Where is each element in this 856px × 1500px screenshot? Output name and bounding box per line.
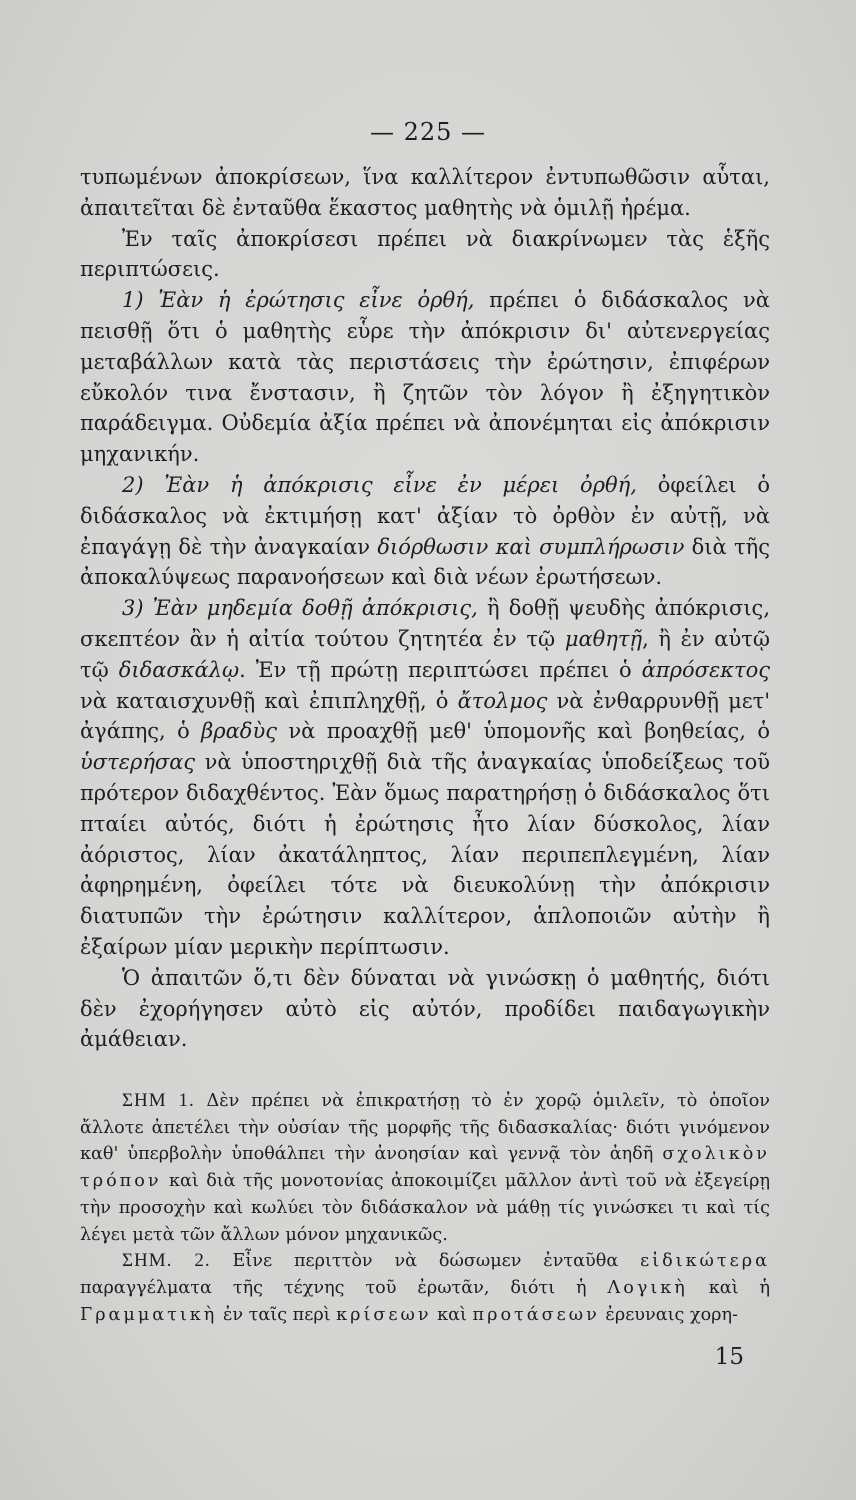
- case-3-text-a: ἢ δοθῇ ψευδὴς ἀπόκρισις, σκεπτέον ἂν ἡ αἰτία τούτου ζητητέα ἐν τῷ: [80, 596, 770, 651]
- case-3-em-5: βραδὺς: [201, 719, 277, 744]
- paragraph-case-2: [80, 470, 770, 593]
- case-3-text-g: νὰ ὑποστηριχθῇ διὰ τῆς ἀναγκαίας ὑποδείξεως τοῦ πρότερον διδαχθέντος. Ἐὰν ὅμως παρατηρήσῃ ὁ διδάσκαλος ὅτι πταίει αὐτός, διότι ἡ ἐρώτησις ἦτο λίαν δύσκολος, λίαν ἀόριστος, λίαν ἀκατάληπτος, λίαν περιπεπλεγμένη, λίαν ἀφηρημένη, ὀφείλει τότε νὰ διευκολύνῃ τὴν ἀπόκρισιν διατυπῶν τὴν ἐρώτησιν καλλίτερον, ἁπλοποιῶν αὐτὴν ἢ ἐξαίρων μίαν μερικὴν περίπτωσιν.: [80, 750, 770, 959]
- note-2-text-d: ἐν ταῖς περὶ: [217, 1304, 337, 1325]
- note-2-text-a: Εἶνε περιττὸν νὰ δώσωμεν ἐνταῦθα: [210, 1251, 641, 1272]
- case-1-text: πρέπει ὁ διδάσκαλος νὰ πεισθῇ ὅτι ὁ μαθητὴς εὗρε τὴν ἀπόκρισιν δι' αὐτενεργείας μεταβάλλων κατὰ τὰς περιστάσεις τὴν ἐρώτησιν, ἐπιφέρων εὔκολόν τινα ἔνστασιν, ἢ ζητῶν τὸν λόγον ἢ ἐξηγητικὸν παράδειγμα. Οὐδεμία ἀξία πρέπει νὰ ἀπονέμηται εἰς ἀπόκρισιν μηχανικήν.: [80, 288, 770, 467]
- case-3-em-2: διδασκάλῳ: [118, 657, 240, 682]
- case-3-text-c: . Ἐν τῇ πρώτῃ περιπτώσει πρέπει ὁ: [239, 657, 642, 682]
- paragraph-case-3: [80, 593, 770, 963]
- case-3-em-6: ὑστερήσας: [80, 750, 196, 775]
- case-2-text-b: διὰ τῆς ἀποκαλύψεως παρανοήσεων καὶ διὰ νέων ἐρωτήσεων.: [80, 534, 770, 590]
- paragraph-2: Ἐν ταῖς ἀποκρίσεσι πρέπει νὰ διακρίνωμεν τὰς ἑξῆς περιπτώσεις.: [80, 226, 770, 282]
- case-2-text-a: ὀφείλει ὁ διδάσκαλος νὰ ἐκτιμήσῃ κατ' ἀξίαν τὸ ὀρθὸν ἐν αὐτῇ, νὰ ἐπαγάγῃ δὲ τὴν ἀναγκαίαν: [80, 472, 770, 559]
- case-3-text-f: νὰ προαχθῇ μεθ' ὑπομονῆς καὶ βοηθείας, ὁ: [276, 719, 770, 744]
- case-3-em-4: ἄτολμος: [457, 688, 548, 713]
- paragraph-1: τυπωμένων ἀποκρίσεων, ἵνα καλλίτερον ἐντυπωθῶσιν αὗται, ἀπαιτεῖται δὲ ἐνταῦθα ἕκαστος μαθητὴς νὰ ὁμιλῇ ἠρέμα.: [80, 165, 770, 220]
- note-1-text-a: Δὲν πρέπει νὰ ἐπικρατήσῃ τὸ ἐν χορῷ ὁμιλεῖν, τὸ ὁποῖον ἄλλοτε ἀπετέλει τὴν οὐσίαν τῆς μορφῆς τῆς διδασκαλίας· διότι γινόμενον καθ' ὑπερβολὴν ὑποθάλπει τὴν ἀνοησίαν καὶ γεννᾷ τὸν ἀηδῆ: [80, 1091, 770, 1165]
- case-3-em-3: ἀπρόσεκτος: [641, 657, 771, 682]
- case-1-heading: 1) Ἐὰν ἡ ἐρώτησις εἶνε ὀρθή,: [122, 288, 475, 313]
- case-3-text-b: , ἢ ἐν αὐτῷ τῷ: [80, 626, 770, 682]
- note-1-spaced: σχολικὸν τρόπον: [80, 1144, 770, 1192]
- note-2-spaced-2: Λογικὴ: [607, 1277, 688, 1298]
- printer-signature-mark: 15: [714, 1344, 744, 1370]
- note-2: [80, 1248, 770, 1328]
- page-number: — 225 —: [369, 118, 487, 146]
- note-2-label: ΣΗΜ. 2.: [122, 1250, 211, 1272]
- case-2-emphasis: διόρθωσιν καὶ συμπλήρωσιν: [377, 534, 685, 559]
- case-3-em-1: μαθητῇ: [564, 626, 643, 651]
- case-3-text-e: νὰ ἐνθαρρυνθῇ μετ' ἀγάπης, ὁ: [80, 688, 770, 744]
- paragraph-6: Ὁ ἀπαιτῶν ὅ,τι δὲν δύναται νὰ γινώσκῃ ὁ μαθητής, διότι δὲν ἐχορήγησεν αὐτὸ εἰς αὐτόν, προδίδει παιδαγωγικὴν ἀμάθειαν.: [80, 965, 770, 1052]
- case-3-heading: 3) Ἐὰν μηδεμία δοθῇ ἀπόκρισις,: [122, 596, 478, 621]
- note-1: [80, 1088, 770, 1248]
- footnotes: [80, 1088, 770, 1328]
- note-2-spaced-4: κρίσεων: [336, 1304, 432, 1325]
- case-2-heading: 2) Ἐὰν ἡ ἀπόκρισις εἶνε ἐν μέρει ὀρθή,: [122, 472, 637, 497]
- note-2-text-b: παραγγέλματα τῆς τέχνης τοῦ ἐρωτᾶν, διότι ἡ: [80, 1277, 608, 1298]
- note-2-text-c: καὶ ἡ: [687, 1277, 770, 1298]
- note-2-spaced-5: προτάσεων: [472, 1304, 600, 1325]
- main-text: [80, 162, 770, 1055]
- case-3-text-d: νὰ καταισχυνθῇ καὶ ἐπιπληχθῇ, ὁ: [80, 688, 458, 713]
- note-2-spaced-1: εἰδικώτερα: [640, 1251, 770, 1272]
- paragraph-case-1: [80, 285, 770, 470]
- note-2-spaced-3: Γραμματικὴ: [80, 1304, 218, 1325]
- note-2-text-f: ἐρευναις χορη-: [599, 1304, 739, 1325]
- note-2-text-e: καὶ: [431, 1304, 473, 1325]
- note-1-text-b: καὶ διὰ τῆς μονοτονίας ἀποκοιμίζει μᾶλλον ἀντὶ τοῦ νὰ ἐξεγείρῃ τὴν προσοχὴν καὶ κωλύει τὸν διδάσκαλον νὰ μάθῃ τίς γινώσκει τι καὶ τίς λέγει μετὰ τῶν ἄλλων μόνον μηχανικῶς.: [80, 1171, 770, 1245]
- note-1-label: ΣΗΜ 1.: [122, 1090, 195, 1111]
